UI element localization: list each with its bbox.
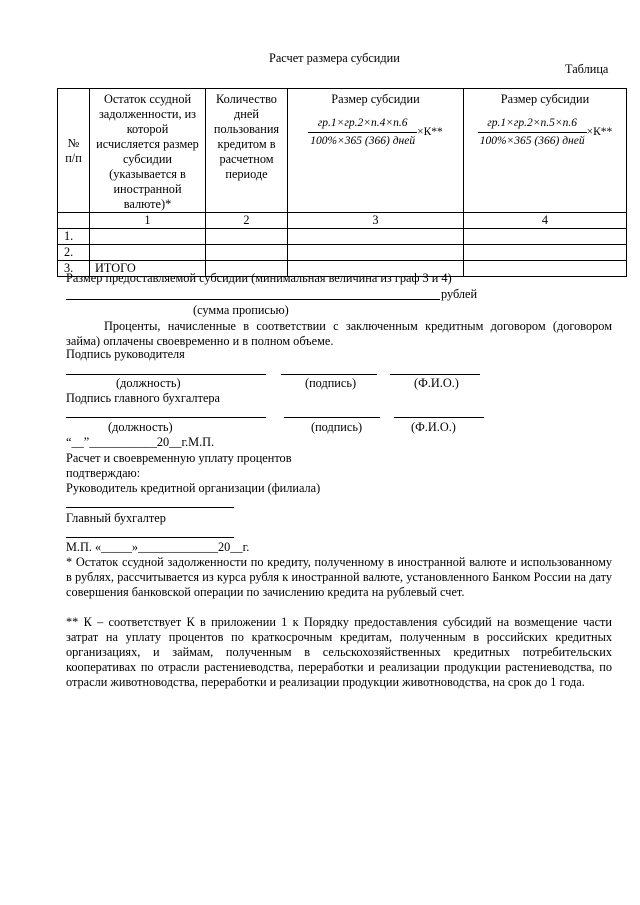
page-title: Расчет размера субсидии [269,51,400,65]
subsidy-table [57,88,627,277]
header-subsidy-4 [464,89,627,213]
bank-head-signature-line[interactable] [66,507,234,508]
amount-in-words-caption: (сумма прописью) [193,303,289,317]
formula-col3 [288,116,463,149]
table-row [58,229,627,245]
row-total-label: ИТОГО [90,261,206,277]
column-number-4: 4 [464,213,627,229]
accountant-name-caption: (Ф.И.О.) [411,420,456,434]
header-subsidy-3 [288,89,464,213]
date-stamp-line[interactable]: “__”___________20__г.М.П. [66,435,215,449]
row-loan-balance [90,245,206,261]
footnote-loan-balance: * Остаток ссудной задолженности по кредиту, полученному в иностранной валюте и использованному в рублях, рассчитывается из курса рубля к иностранной валюте, установленного Банком России на дату совершения банковской операции по зачислению кредита на рублевый счет. [66,555,612,599]
stamp-date-line[interactable]: М.П. «_____»_____________20__г. [66,540,250,554]
header-days [206,89,288,213]
calc-confirm-line1: Расчет и своевременную уплату процентов [66,451,292,465]
header-subsidy-4-title: Размер субсидии [500,92,590,106]
formula-col3-denominator: 100%×365 (366) дней [310,135,416,147]
chief-accountant-signature-line[interactable] [66,537,234,538]
accountant-name-line[interactable] [394,417,484,418]
header-subsidy-3-title: Размер субсидии [331,92,420,106]
header-loan-balance [90,89,206,213]
row-days [206,245,288,261]
formula-col4-multiplier: ×К** [586,126,613,138]
accountant-position-line[interactable] [66,417,266,418]
subsidy-amount-line[interactable] [66,299,440,300]
chief-accountant-label: Главный бухгалтер [66,511,166,525]
formula-col3-multiplier: ×К** [417,126,443,138]
row-subsidy-3 [288,229,464,245]
row-number: 1. [58,229,90,245]
chief-accountant-signature-label: Подпись главного бухгалтера [66,391,221,405]
row-loan-balance [90,229,206,245]
formula-col3-numerator: гр.1×гр.2×п.4×п.6 [308,116,417,133]
accountant-signature-caption: (подпись) [311,420,363,434]
formula-col4-fraction [478,116,587,149]
row-subsidy-4 [464,261,627,277]
column-number-row [58,213,627,229]
table-label: Таблица [565,62,609,76]
head-name-line[interactable] [390,374,480,375]
bank-head-label: Руководитель кредитной организации (филиала) [66,481,321,495]
row-days [206,229,288,245]
row-subsidy-4 [464,245,627,261]
head-signature-caption: (подпись) [305,376,357,390]
row-subsidy-4 [464,229,627,245]
column-number-1: 1 [90,213,206,229]
head-signature-label: Подпись руководителя [66,347,185,361]
interest-paid-text: Проценты, начисленные в соответствии с заключенным кредитным договором (договором займа) оплачены своевременно и в полном объеме. [66,319,612,348]
header-num-line1: № [67,135,80,150]
row-subsidy-3 [288,245,464,261]
head-position-line[interactable] [66,374,266,375]
header-loan-balance-text: Остаток ссудной задолженности, из которой исчисляется размер субсидии (указывается в иностранной валюте)* [96,92,199,211]
footnote-k-coefficient: ** К – соответствует К в приложении 1 к Порядку предоставления субсидий на возмещение части затрат на уплату процентов по краткосрочным кредитам, полученным в российских кредитных организациях, и займам, полученным в сельскохозяйственных кредитных потребительских кооперативах по отрасли растениеводства, переработки и реализации продукции растениеводства, по отрасли животноводства, переработки и реализации продукции животноводства, на срок до 1 года. [66,615,612,689]
formula-col4 [464,116,626,149]
formula-col4-numerator: гр.1×гр.2×п.5×п.6 [478,116,587,133]
column-number-empty [58,213,90,229]
row-number: 2. [58,245,90,261]
head-name-caption: (Ф.И.О.) [414,376,459,390]
formula-col3-fraction [308,116,417,149]
header-num-line2: п/п [65,150,82,165]
rubles-suffix: рублей [441,287,478,301]
row-number: 3. [58,261,90,277]
header-num [58,89,90,213]
accountant-position-caption: (должность) [108,420,173,434]
head-signature-line[interactable] [281,374,377,375]
header-days-text: Количество дней пользования кредитом в расчетном периоде [213,92,280,181]
table-header-row [58,89,627,213]
head-position-caption: (должность) [116,376,181,390]
accountant-signature-line[interactable] [284,417,380,418]
calc-confirm-line2: подтверждаю: [66,466,141,480]
formula-col4-denominator: 100%×365 (366) дней [479,135,585,147]
subsidy-amount-label: Размер предоставляемой субсидии (минимальная величина из граф 3 и 4) [66,271,452,285]
column-number-2: 2 [206,213,288,229]
column-number-3: 3 [288,213,464,229]
table-row [58,245,627,261]
